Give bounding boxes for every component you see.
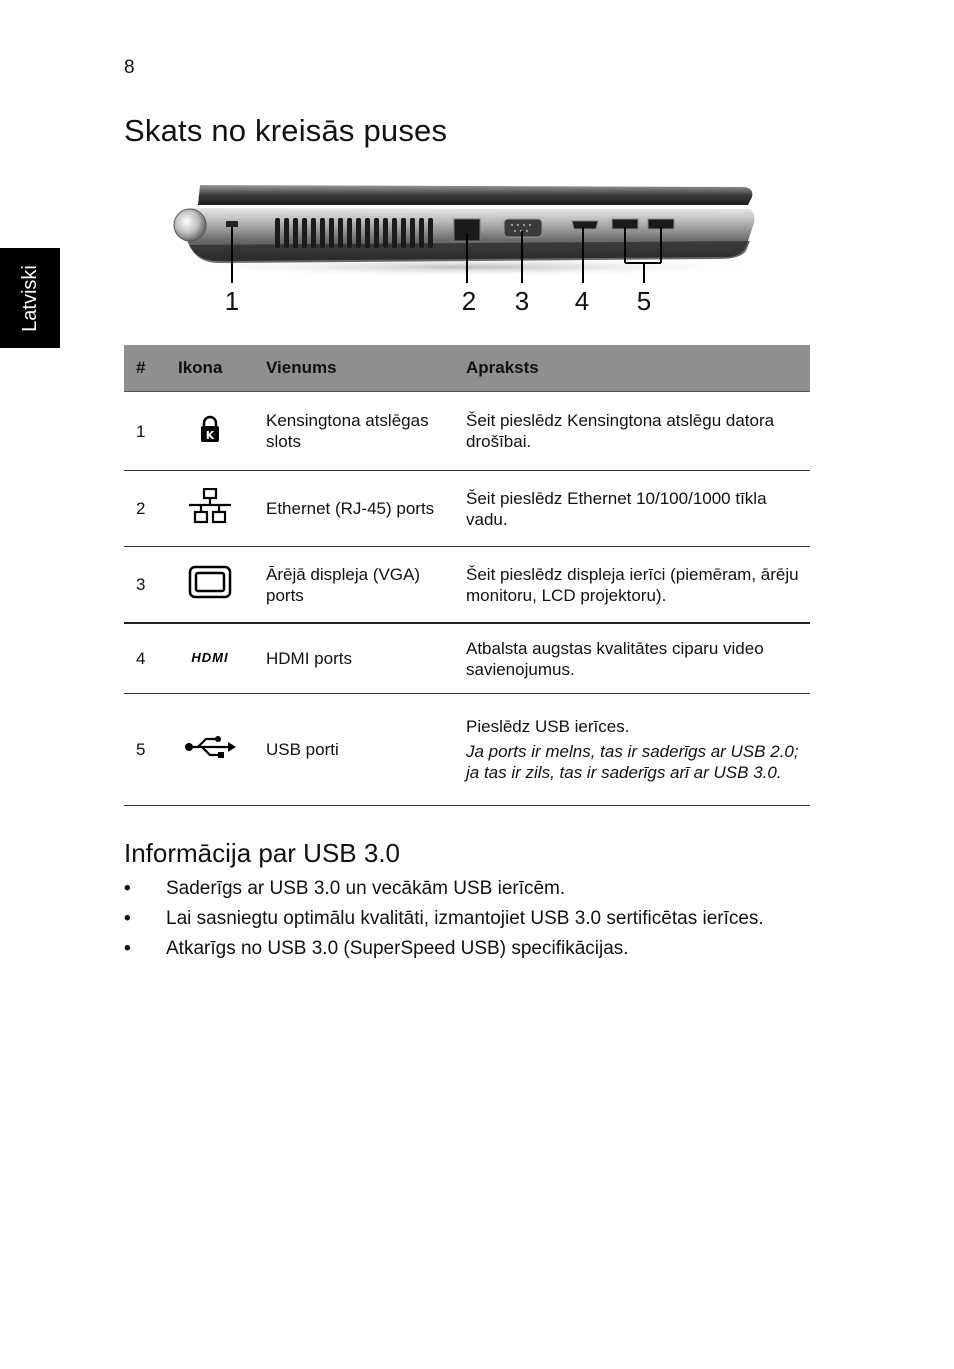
callout-3: 3 <box>514 286 530 316</box>
hdmi-logo-icon <box>182 650 238 664</box>
header-item: Vienums <box>254 345 454 392</box>
ports-table <box>124 345 810 806</box>
page-title: Skats no kreisās puses <box>124 113 448 148</box>
row-number: 5 <box>124 694 166 806</box>
table-row <box>124 694 810 806</box>
svg-text:HDMI: HDMI <box>191 650 229 664</box>
header-icon: Ikona <box>166 345 254 392</box>
callout-1: 1 <box>224 286 240 316</box>
table-row <box>124 471 810 547</box>
row-number: 3 <box>124 547 166 624</box>
usb-bullet-list <box>124 876 784 966</box>
table-row <box>124 623 810 694</box>
side-tab-label: Latviski <box>18 264 41 332</box>
list-item: • Atkarīgs no USB 3.0 (SuperSpeed USB) specifikācijas. <box>124 936 784 961</box>
row-description: Pieslēdz USB ierīces. <box>466 717 630 736</box>
svg-text:K: K <box>205 428 215 442</box>
table-row <box>124 547 810 624</box>
table-row <box>124 392 810 471</box>
row-number: 1 <box>124 392 166 471</box>
row-description: Šeit pieslēdz Kensingtona atslēgu datora drošībai. <box>454 392 810 471</box>
row-item: Ārējā displeja (VGA) ports <box>254 547 454 624</box>
row-number: 2 <box>124 471 166 547</box>
row-item: Kensingtona atslēgas slots <box>254 392 454 471</box>
callout-2: 2 <box>461 286 477 316</box>
header-num: # <box>124 345 166 392</box>
vga-display-icon <box>188 565 232 599</box>
row-description: Šeit pieslēdz displeja ierīci (piemēram, ārēju monitoru, LCD projektoru). <box>454 547 810 624</box>
row-description: Šeit pieslēdz Ethernet 10/100/1000 tīkla vadu. <box>454 471 810 547</box>
page-number: 8 <box>124 57 135 78</box>
row-item: USB porti <box>254 694 454 806</box>
header-description: Apraksts <box>454 345 810 392</box>
table-header-row <box>124 345 810 392</box>
ethernet-icon <box>187 488 233 524</box>
row-number: 4 <box>124 623 166 694</box>
usb-icon <box>184 735 236 759</box>
row-description: Atbalsta augstas kvalitātes ciparu video savienojumus. <box>454 623 810 694</box>
usb-section-title: Informācija par USB 3.0 <box>124 838 401 868</box>
row-note: Ja ports ir melns, tas ir saderīgs ar USB 2.0; ja tas ir zils, tas ir saderīgs arī ar USB 3.0. <box>466 742 799 782</box>
callout-5: 5 <box>636 286 652 316</box>
callout-4: 4 <box>574 286 590 316</box>
language-side-tab <box>0 248 60 348</box>
list-item: • Saderīgs ar USB 3.0 un vecākām USB ierīcēm. <box>124 876 784 901</box>
list-item: • Lai sasniegtu optimālu kvalitāti, izmantojiet USB 3.0 sertificētas ierīces. <box>124 906 784 931</box>
row-item: HDMI ports <box>254 623 454 694</box>
row-item: Ethernet (RJ-45) ports <box>254 471 454 547</box>
kensington-lock-icon <box>199 415 221 443</box>
